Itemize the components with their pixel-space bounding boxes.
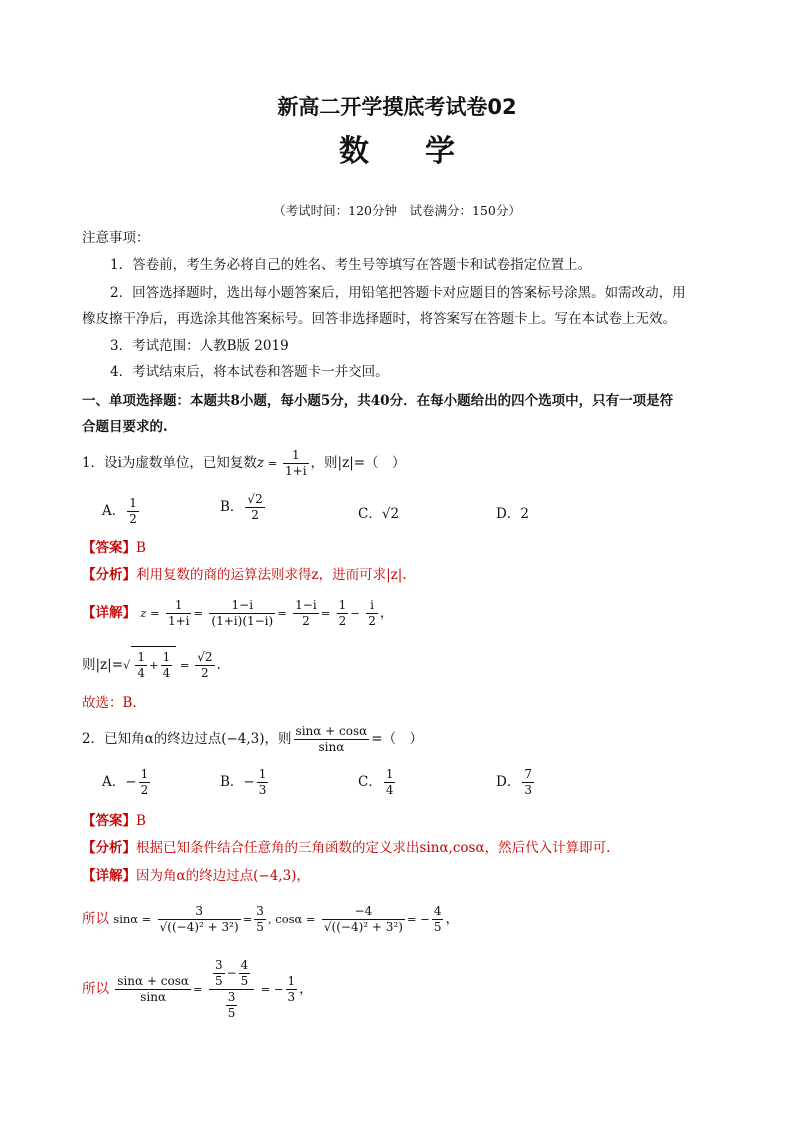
- q2-option-c: C． $\frac{1}{4}$: [358, 767, 394, 797]
- note-item: 1．答卷前，考生务必将自己的姓名、考生号等填写在答题卡和试卷指定位置上。: [110, 257, 592, 273]
- q1-option-d: D．2: [496, 506, 529, 522]
- q1-detail: 【详解】 z = $\frac{1}{1+i}$ = $\frac{1-i}{(1+i)(1-i)}$ = $\frac{1-i}{2}$ = $\frac{1}{2}$ − $\frac{i}{2}$ ，: [82, 598, 394, 628]
- section-heading-cont: 合题目要求的.: [82, 419, 168, 435]
- q1-fraction: $\frac{1}{1+i}$: [285, 448, 307, 478]
- q2-option-b: B．− $\frac{1}{3}$: [220, 767, 267, 797]
- notes-heading: 注意事项：: [82, 230, 150, 246]
- note-item: 2．回答选择题时，选出每小题答案后，用铅笔把答题卡对应题目的答案标号涂黑。如需改动，用: [110, 285, 686, 301]
- section-heading: 一、单项选择题：本题共8小题，每小题5分，共40分．在每小题给出的四个选项中，只有一项是符: [82, 393, 674, 409]
- q2-detail: 【详解】因为角α的终边过点(−4,3)，: [82, 868, 310, 884]
- exam-info: （考试时间：120分钟 试卷满分：150分）: [273, 203, 521, 218]
- q1-option-c: C．√2: [358, 506, 400, 522]
- q1-choose: 故选：B.: [82, 695, 137, 711]
- q2-answer: 【答案】B: [82, 813, 146, 829]
- q2-stem: 2．已知角α的终边过点(−4,3)，则 $\frac{\sin\alpha + \cos\alpha}{\sin\alpha}$ =（ ）: [82, 724, 424, 754]
- note-item: 3．考试范围：人教B版 2019: [110, 338, 289, 354]
- note-item: 4．考试结束后，将本试卷和答题卡一并交回。: [110, 364, 389, 380]
- note-item: 橡皮擦干净后，再选涂其他答案标号。回答非选择题时，将答案写在答题卡上。写在本试卷上无效。: [82, 311, 676, 327]
- q1-stem-end: ，则|z|=（ ）: [310, 455, 406, 471]
- q1-answer: 【答案】B: [82, 540, 146, 556]
- q1-modulus-line: 则|z|=√ $\frac{1}{4}$ + $\frac{1}{4}$ = $\frac{√2}{2}$ .: [82, 646, 221, 683]
- q1-option-b: B． $\frac{√2}{2}$: [220, 492, 263, 522]
- q2-stem-text: 2．已知角α的终边过点(−4,3)，则: [82, 731, 292, 747]
- q2-analysis: 【分析】根据已知条件结合任意角的三角函数的定义求出sinα,cosα，然后代入计算即可.: [82, 840, 611, 856]
- q1-stem-text: 1．设i为虚数单位，已知复数: [82, 455, 257, 471]
- q2-compound-fraction: $\frac{3}{5}$ − $\frac{4}{5}$ $\frac{3}{5}$: [209, 958, 254, 1021]
- q2-option-d: D． $\frac{7}{3}$: [496, 767, 532, 797]
- q1-stem: 1．设i为虚数单位，已知复数z = $\frac{1}{1+i}$ ，则|z|=（ ）: [82, 448, 406, 478]
- q1-option-a: A． $\frac{1}{2}$: [102, 496, 137, 526]
- q2-result-line: 所以 $\frac{\sin\alpha + \cos\alpha}{\sin\alpha}$ = $\frac{3}{5}$ − $\frac{4}{5}$ $\frac{3}{5}$ = − $\frac{1}{3}$ ，: [82, 958, 313, 1020]
- paper-title: 新高二开学摸底考试卷02: [277, 95, 517, 119]
- subject-title: 数学: [339, 134, 511, 169]
- q2-option-a: A．− $\frac{1}{2}$: [102, 767, 149, 797]
- q1-var-z: z: [256, 455, 265, 471]
- q2-sin-cos-line: 所以 sinα = $\frac{3}{\text{√((−4)² + 3²)}}$ = $\frac{3}{5}$ , cosα = $\frac{-4}{\text{√((−4)² + 3²)}}$ = − $\frac{4}{5}$ ，: [82, 904, 459, 934]
- q1-analysis: 【分析】利用复数的商的运算法则求得z，进而可求|z|.: [82, 567, 407, 583]
